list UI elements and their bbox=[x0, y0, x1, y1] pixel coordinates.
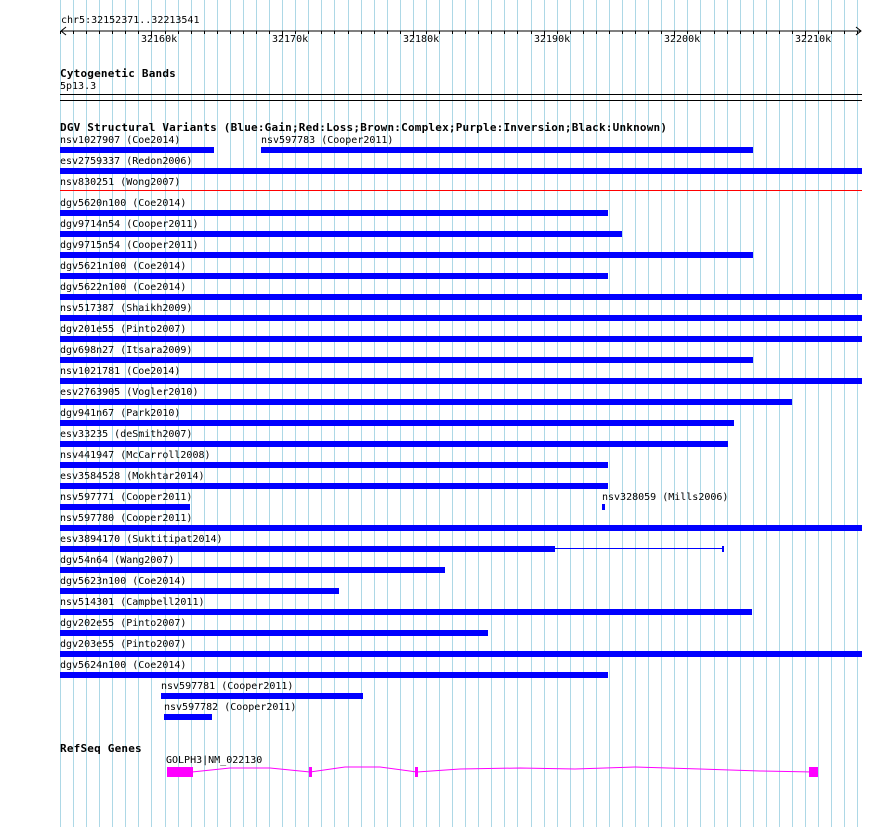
gene-model[interactable] bbox=[0, 760, 890, 785]
variant-bar[interactable] bbox=[60, 441, 728, 447]
variant-bar[interactable] bbox=[60, 651, 862, 657]
variant-bar[interactable] bbox=[60, 525, 862, 531]
variant-bar[interactable] bbox=[60, 336, 862, 342]
variant-label: esv2763905 (Vogler2010) bbox=[60, 387, 199, 398]
variant-bar[interactable] bbox=[60, 483, 608, 489]
variant-label: nsv328059 (Mills2006) bbox=[602, 492, 729, 503]
variant-label: dgv5620n100 (Coe2014) bbox=[60, 198, 187, 209]
variant-bar[interactable] bbox=[60, 588, 339, 594]
variant-bar[interactable] bbox=[261, 147, 753, 153]
variant-bar[interactable] bbox=[60, 273, 608, 279]
variant-bar[interactable] bbox=[60, 504, 190, 510]
variant-label: dgv941n67 (Park2010) bbox=[60, 408, 181, 419]
variant-label: dgv5624n100 (Coe2014) bbox=[60, 660, 187, 671]
variant-label: esv3894170 (Suktitipat2014) bbox=[60, 534, 223, 545]
variant-label: nsv514301 (Campbell2011) bbox=[60, 597, 205, 608]
variant-bar[interactable] bbox=[60, 630, 488, 636]
variant-bar[interactable] bbox=[602, 504, 605, 510]
variant-bar[interactable] bbox=[60, 231, 622, 237]
variant-label: dgv202e55 (Pinto2007) bbox=[60, 618, 187, 629]
variant-label: dgv201e55 (Pinto2007) bbox=[60, 324, 187, 335]
cytoband-label: 5p13.3 bbox=[60, 81, 97, 92]
variant-bar[interactable] bbox=[60, 609, 752, 615]
variant-bar[interactable] bbox=[60, 357, 753, 363]
ruler-tick-label: 32160k bbox=[141, 34, 178, 45]
gene-label: GOLPH3|NM_022130 bbox=[166, 755, 263, 766]
variant-bar[interactable] bbox=[60, 210, 608, 216]
variant-bar[interactable] bbox=[60, 672, 608, 678]
variant-label: dgv203e55 (Pinto2007) bbox=[60, 639, 187, 650]
ruler-axis bbox=[0, 0, 890, 50]
variant-bar[interactable] bbox=[60, 567, 445, 573]
variant-label: nsv441947 (McCarroll2008) bbox=[60, 450, 211, 461]
variant-label: nsv517387 (Shaikh2009) bbox=[60, 303, 193, 314]
variant-label: esv33235 (deSmith2007) bbox=[60, 429, 193, 440]
variant-label: nsv1021781 (Coe2014) bbox=[60, 366, 181, 377]
variant-bar[interactable] bbox=[161, 693, 363, 699]
variant-bar[interactable] bbox=[60, 399, 792, 405]
variant-label: esv2759337 (Redon2006) bbox=[60, 156, 193, 167]
variant-label: esv3584528 (Mokhtar2014) bbox=[60, 471, 205, 482]
variant-bar[interactable] bbox=[60, 147, 214, 153]
variant-label: nsv597782 (Cooper2011) bbox=[164, 702, 297, 713]
variant-bar[interactable] bbox=[60, 252, 753, 258]
variant-bar[interactable] bbox=[60, 378, 862, 384]
variant-label: nsv597771 (Cooper2011) bbox=[60, 492, 193, 503]
ruler-tick-label: 32200k bbox=[664, 34, 701, 45]
cytoband-bar-bottom[interactable] bbox=[60, 100, 862, 101]
variant-label: nsv597780 (Cooper2011) bbox=[60, 513, 193, 524]
variant-label: dgv5622n100 (Coe2014) bbox=[60, 282, 187, 293]
variant-label: nsv830251 (Wong2007) bbox=[60, 177, 181, 188]
variant-label: nsv1027907 (Coe2014) bbox=[60, 135, 181, 146]
variant-bar-loss[interactable] bbox=[60, 190, 862, 191]
variant-bar[interactable] bbox=[164, 714, 212, 720]
cytoband-title: Cytogenetic Bands bbox=[60, 67, 176, 80]
variant-label: dgv9714n54 (Cooper2011) bbox=[60, 219, 199, 230]
ruler-location: chr5:32152371..32213541 bbox=[61, 15, 200, 26]
variant-bar[interactable] bbox=[60, 294, 862, 300]
ruler-tick-label: 32170k bbox=[272, 34, 309, 45]
ruler-tick-label: 32190k bbox=[534, 34, 571, 45]
variant-label: dgv698n27 (Itsara2009) bbox=[60, 345, 193, 356]
ruler-tick-label: 32180k bbox=[403, 34, 440, 45]
variant-label: dgv54n64 (Wang2007) bbox=[60, 555, 175, 566]
variant-bar[interactable] bbox=[60, 168, 862, 174]
refseq-title: RefSeq Genes bbox=[60, 742, 142, 755]
variant-bar[interactable] bbox=[60, 462, 608, 468]
variant-connector-line[interactable] bbox=[555, 548, 723, 549]
variant-bar[interactable] bbox=[60, 546, 555, 552]
variant-bar[interactable] bbox=[60, 315, 862, 321]
variant-label: nsv597781 (Cooper2011) bbox=[161, 681, 294, 692]
variant-label: dgv5623n100 (Coe2014) bbox=[60, 576, 187, 587]
cytoband-bar-top[interactable] bbox=[60, 94, 862, 95]
variant-label: dgv5621n100 (Coe2014) bbox=[60, 261, 187, 272]
variant-bar[interactable] bbox=[60, 420, 734, 426]
ruler-tick-label: 32210k bbox=[795, 34, 832, 45]
dgv-title: DGV Structural Variants (Blue:Gain;Red:Loss;Brown:Complex;Purple:Inversion;Black:Unknown) bbox=[60, 121, 668, 134]
variant-bar-end[interactable] bbox=[722, 546, 724, 552]
variant-label: nsv597783 (Cooper2011) bbox=[261, 135, 394, 146]
variant-label: dgv9715n54 (Cooper2011) bbox=[60, 240, 199, 251]
